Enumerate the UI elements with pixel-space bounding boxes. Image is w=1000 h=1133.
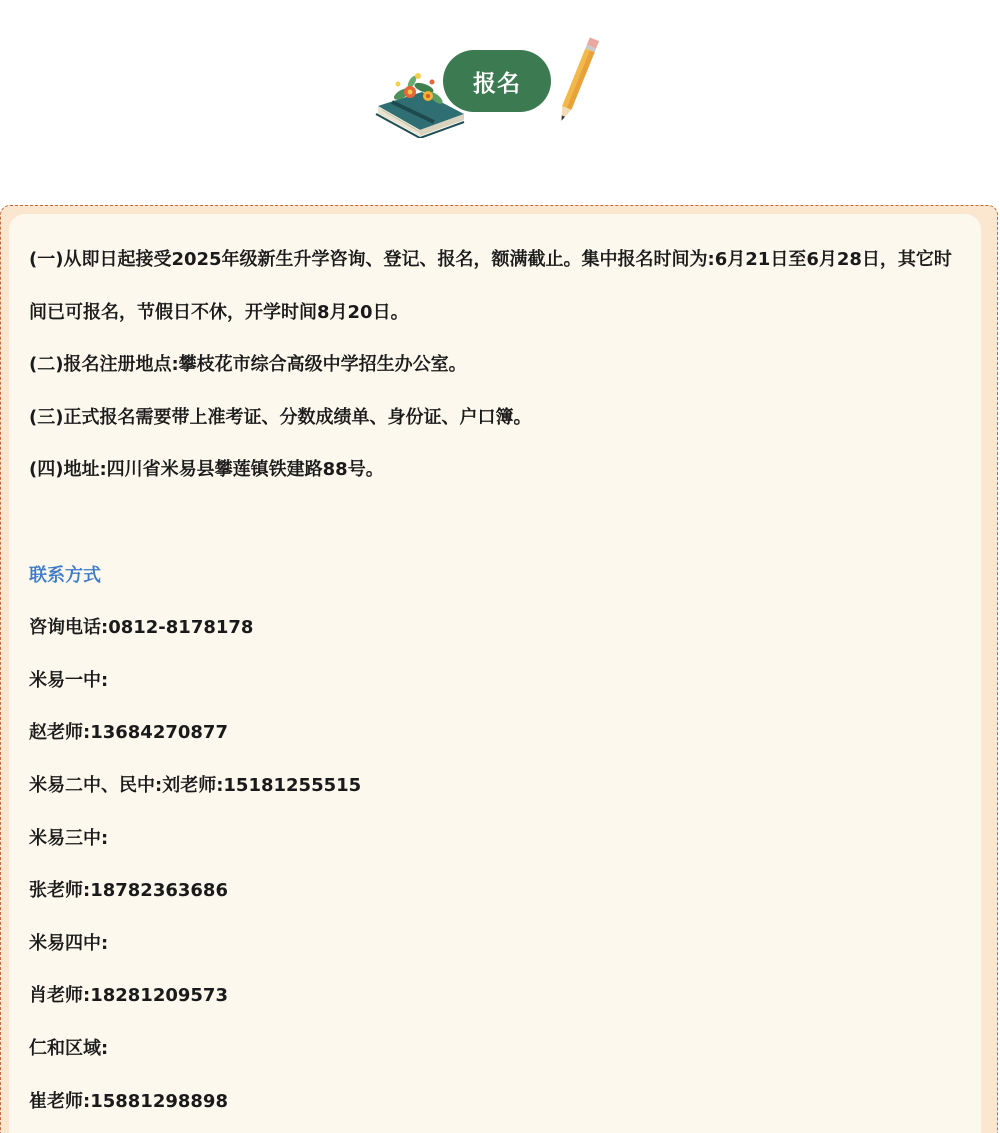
info-paragraph-4: (四)地址:四川省米易县攀莲镇铁建路88号。: [29, 459, 384, 481]
contact-line: 米易二中、民中:刘老师:15181255515: [29, 774, 362, 796]
contact-title: 联系方式: [29, 564, 101, 586]
contact-line: 米易三中:: [29, 827, 109, 849]
contact-line: 米易一中:: [29, 669, 109, 691]
header: [0, 0, 1000, 205]
pencil-icon: [556, 30, 600, 130]
info-panel-frame: [0, 205, 998, 1133]
contact-line: 崔老师:15881298898: [29, 1090, 228, 1112]
info-paragraph-3: (三)正式报名需要带上准考证、分数成绩单、身份证、户口簿。: [29, 406, 532, 428]
spacer: [29, 497, 964, 550]
contact-line: 米易四中:: [29, 932, 109, 954]
info-paragraph-2: (二)报名注册地点:攀枝花市综合高级中学招生办公室。: [29, 354, 467, 376]
info-panel: [9, 214, 981, 1133]
info-paragraph-1: (一)从即日起接受2025年级新生升学咨询、登记、报名，额满截止。集中报名时间为:6月21日至6月28日，其它时间已可报名，节假日不休，开学时间8月20日。: [29, 249, 952, 323]
contact-line: 仁和区域:: [29, 1037, 109, 1059]
signup-heading-pill: [443, 50, 551, 112]
contact-line: 肖老师:18281209573: [29, 985, 228, 1007]
info-content: [29, 234, 964, 1128]
contact-line: 赵老师:13684270877: [29, 722, 228, 744]
contact-line: 咨询电话:0812-8178178: [29, 617, 254, 639]
contact-line: 张老师:18782363686: [29, 880, 228, 902]
signup-heading-label: 报名: [473, 70, 521, 97]
